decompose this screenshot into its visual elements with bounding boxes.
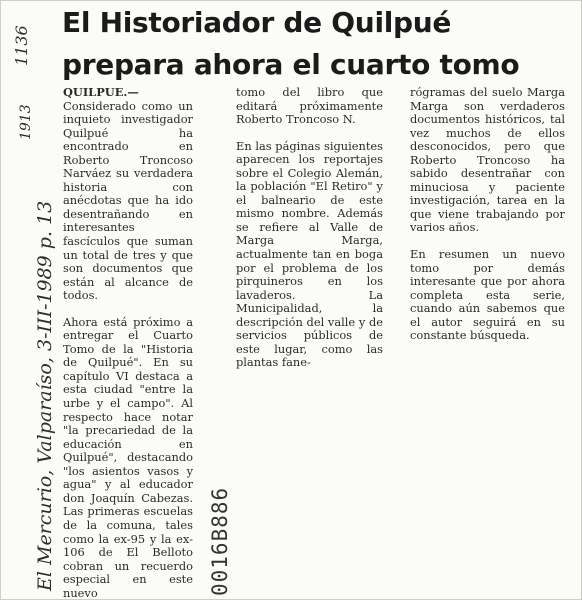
column3-paragraph-1: rógramas del suelo Marga Marga son verdaderos documentos históricos, tal vez muchos de ellos desconocidos, pero que Roberto Troncoso ha sabido desentrañar con minuciosa y paciente investigación, tarea en la que viene trabajando por varios años. — [410, 85, 565, 235]
handwritten-year-note: 1913 — [18, 104, 34, 140]
handwritten-source-note: El Mercurio, Valparaíso, 3-III-1989 p. 13 — [34, 200, 56, 591]
article-column-1 — [63, 86, 193, 600]
column1-paragraph-1-text: Considerado como un inquieto investigador Quilpué ha encontrado en Roberto Troncoso Narváez su verdadera historia con anécdotas que ha ido desentrañando en interesantes fascículos que suman un total de tres y que son documentos que están al alcance de todos. — [63, 98, 193, 303]
headline — [62, 2, 577, 86]
handwritten-folder-number: 1136 — [12, 25, 31, 66]
headline-line-2: prepara ahora el cuarto tomo — [62, 48, 520, 81]
article-column-3 — [410, 86, 565, 343]
dateline: QUILPUE.— — [63, 85, 139, 99]
column1-paragraph-1 — [63, 86, 193, 303]
article-column-2 — [236, 86, 383, 370]
column2-paragraph-1: tomo del libro que editará próximamente Roberto Troncoso N. — [236, 85, 383, 127]
column1-paragraph-2: Ahora está próximo a entregar el Cuarto Tomo de la "Historia de Quilpué". En su capítulo VI destaca a esta ciudad "entre la urbe y el campo". Al respecto hace notar "la precariedad de la educación en Quilpué", destacando "los asientos vasos y agua" y al educador don Joaquín Cabezas. Las primeras escuelas de la comuna, tales como la ex-95 y la ex-106 de El Belloto cobran un recuerdo especial en este nuevo — [63, 314, 193, 600]
catalog-stamp: 0016B886 — [208, 486, 232, 596]
column2-paragraph-2: En las páginas siguientes aparecen los reportajes sobre el Colegio Alemán, la población "El Retiro" y el balneario de este mismo nombre. Además se refiere al Valle de Marga Marga, actualmente tan en boga por el problema de los pirquineros en los lavaderos. La Municipalidad, la descripción del valle y de servicios públicos de este lugar, como las plantas fane- — [236, 138, 383, 370]
headline-line-1: El Historiador de Quilpué — [62, 6, 452, 39]
column3-paragraph-2: En resumen un nuevo tomo por demás interesante que por ahora completa esta serie, cuando aún sabemos que el autor seguirá en su constante búsqueda. — [410, 247, 565, 343]
